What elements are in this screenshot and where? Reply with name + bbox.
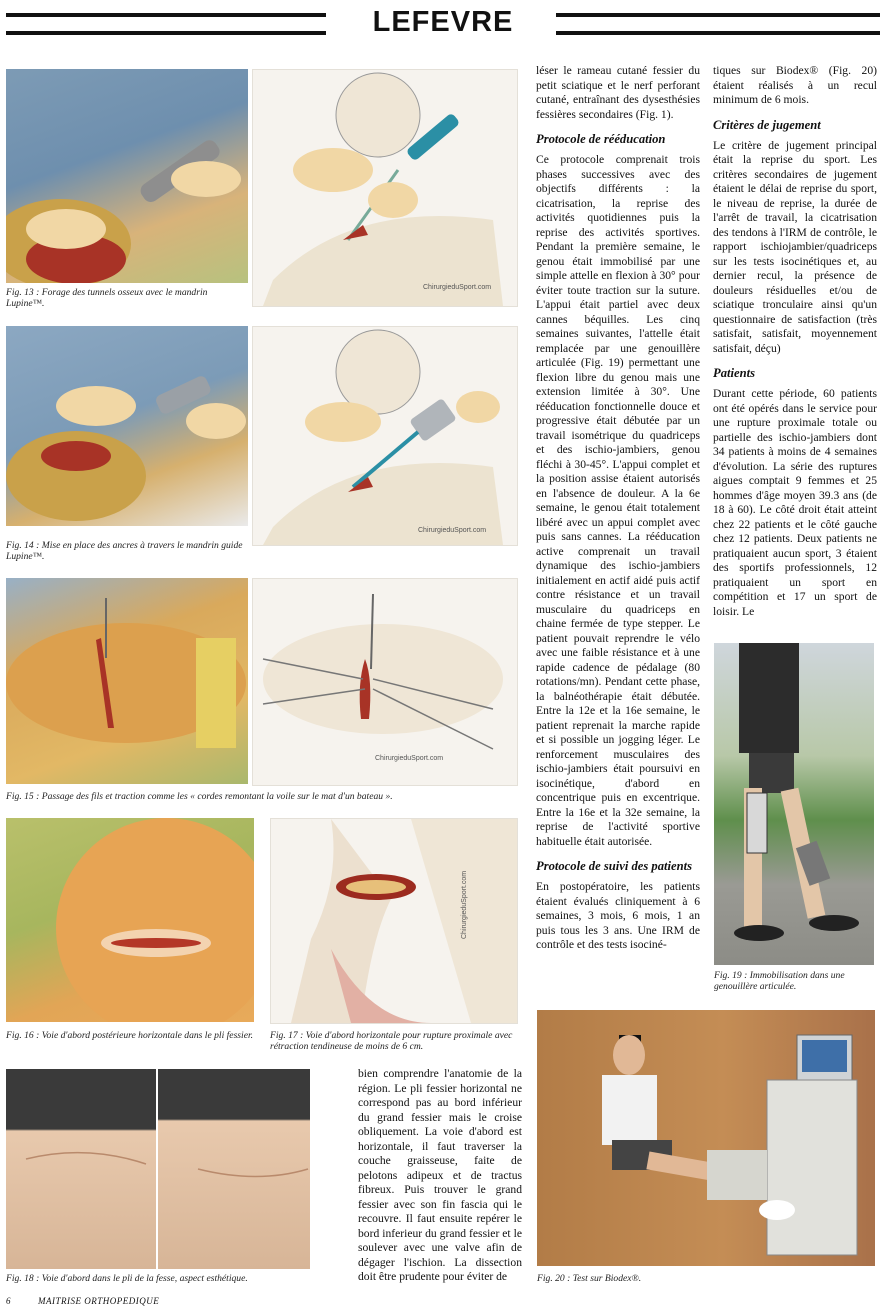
header-rule-right — [556, 13, 880, 17]
fig18-caption: Fig. 18 : Voie d'abord dans le pli de la fesse, aspect esthétique. — [6, 1273, 248, 1284]
fig16-caption: Fig. 16 : Voie d'abord postérieure horizontale dans le pli fessier. — [6, 1030, 254, 1041]
body-text-col3 — [536, 64, 700, 953]
body-text-col2-bottom — [358, 1067, 522, 1285]
fig15-surgical-photo — [6, 578, 248, 784]
fig13-caption: Fig. 13 : Forage des tunnels osseux avec le mandrin Lupine™. — [6, 287, 208, 309]
header-rule-left — [6, 13, 326, 17]
col4-intro: tiques sur Biodex® (Fig. 20) étaient réalisés à un recul minimum de 6 mois. — [713, 64, 877, 106]
body-text-col4 — [713, 64, 877, 619]
fig14-caption: Fig. 14 : Mise en place des ancres à travers le mandrin guide Lupine™. — [6, 540, 243, 562]
fig16-surgical-photo — [6, 818, 254, 1022]
page-number: 6 — [6, 1296, 11, 1306]
journal-name: MAITRISE ORTHOPEDIQUE — [38, 1296, 160, 1306]
col4-patients-paragraph: Durant cette période, 60 patients ont été opérés dans le service pour une rupture proximale totale ou partielle des ischio-jambiers dont 34 patients à moins de 4 semaines d'évolution. La série des ruptures aigues comptait 9 femmes et 25 hommes d'âge moyen 39.3 ans (de 18 à 60). Le côté droit était atteint chez 22 patients et le côté gauche chez 12 patients. Deux patients ne pratiquaient aucun sport, 3 étaient des sportifs professionnels, 12 pratiquaient un sport en compétition et 17 un sport de loisir. Le — [713, 387, 877, 618]
heading-patients: Patients — [713, 366, 755, 380]
fig14-surgical-photo — [6, 326, 248, 526]
col4-criteres-paragraph: Le critère de jugement principal était la reprise du sport. Les critères secondaires de jugement étaient le délai de reprise du sport, le niveau de reprise, la durée de l'arrêt de travail, la cicatrisation des tendons à l'IRM de contrôle, le rapport ischiojambier/quadriceps sur les tests isocinétiques et, au dernier recul, la présence de douleurs résiduelles et/ou de sciatique tronculaire ainsi qu'un questionnaire de satisfaction (très satisfait, satisfait, moyennement satisfait, déçu) — [713, 138, 877, 355]
fig13-watermark: ChirurgieduSport.com — [423, 284, 492, 291]
col3-reeducation-paragraph: Ce protocole comprenait trois phases successives avec des objectifs différents : la cicatrisation, la reprise des activités quotidiennes puis la reprise des activités sportives. Pendant la première semaine, le genou était immobilisé par une simple attelle en flexion à 30° pour éviter toute traction sur la suture. L'appui était partiel avec deux cannes béquilles. Les cinq semaines suivantes, l'attelle était remplacée par une genouillère articulée (Fig. 19) permettant une flexion libre du genou mais une extension limitée à 30°. Une rééducation fonctionnelle douce et progressive était débutée par un travail isométrique du quadriceps et des ischio-jambiers, genou fléchi à 30-45°. L'appui complet et la position assise étaient autorisés en l'absence de douleur. A la 6e semaine, le genou était totalement libéré avec un appui complet avec puis sans cannes. La rééducation active comprenait un travail dynamique des ischio-jambiers initialement en actif aidé puis actif contre résistance et un travail musculaire du quadriceps en chaine fermée de type stepper. Le patient pouvait reprendre le vélo avec une faible résistance et à une rapide cadence de pédalage (80 rotations/mn). Pendant cette phase, la balnéothérapie était débutée. Entre la 12e et la 16e semaine, le patient reprenait la marche rapide et si possible un jogging léger. Le renforcement musculaires des ischio-jambiers était poursuivi en isocinétique, d'abord en concentrique puis en excentrique. Entre la 16e et la 32e semaine, la reprise de l'activité sportive habituelle était autorisée. — [536, 153, 700, 848]
fig13-surgical-photo — [6, 69, 248, 283]
heading-protocole-suivi: Protocole de suivi des patients — [536, 859, 693, 873]
header-rule-right-lower — [556, 31, 880, 35]
page-header-title: LEFEVRE — [372, 6, 514, 38]
fig20-photo — [537, 1010, 875, 1266]
col3-intro: léser le rameau cutané fessier du petit sciatique et le nerf perforant cutané, entraînant des dysesthésies fessières secondaires (Fig. 1). — [536, 64, 700, 121]
fig20-caption: Fig. 20 : Test sur Biodex®. — [537, 1273, 642, 1284]
fig13-illustration — [252, 69, 518, 307]
fig18-photo-right — [158, 1069, 310, 1269]
fig19-caption: Fig. 19 : Immobilisation dans une genouillère articulée. — [714, 970, 845, 992]
fig19-photo — [714, 643, 874, 965]
fig14-watermark: ChirurgieduSport.com — [418, 527, 487, 534]
fig15-illustration — [252, 578, 518, 786]
fig18-photo-left — [6, 1069, 156, 1269]
fig17-illustration — [270, 818, 518, 1024]
fig17-watermark: ChirurgieduSport.com — [461, 870, 468, 939]
heading-criteres-jugement: Critères de jugement — [713, 117, 821, 132]
fig14-illustration — [252, 326, 518, 546]
header-rule-left-lower — [6, 31, 326, 35]
col3-suivi-paragraph: En postopératoire, les patients étaient évalués cliniquement à 6 semaines, 3 mois, 6 mois, 1 an puis tous les 3 ans. Une IRM de contrôle et des tests isociné- — [536, 880, 700, 951]
heading-protocole-reeducation: Protocole de rééducation — [536, 132, 666, 146]
col2-paragraph: bien comprendre l'anatomie de la région. Le pli fessier horizontal ne correspond pas au bord inférieur du grand fessier mais le croise obliquement. La voie d'abord est horizontale, il faut traverser la couche graisseuse, faite de pelotons adipeux et de tractus fibreux. Puis trouver le grand fessier avec son fin fascia qui le recouvre. Il faut ensuite repérer le bord inferieur du grand fessier et le soulever avec une valve afin de dégager l'ischion. La dissection doit être prudente pour éviter de — [358, 1067, 522, 1283]
fig15-watermark: ChirurgieduSport.com — [375, 755, 444, 762]
fig17-caption: Fig. 17 : Voie d'abord horizontale pour rupture proximale avec rétraction tendineuse de moins de 6 cm. — [270, 1030, 513, 1052]
fig15-caption: Fig. 15 : Passage des fils et traction comme les « cordes remontant la voile sur le mat d'un bateau ». — [6, 791, 393, 802]
